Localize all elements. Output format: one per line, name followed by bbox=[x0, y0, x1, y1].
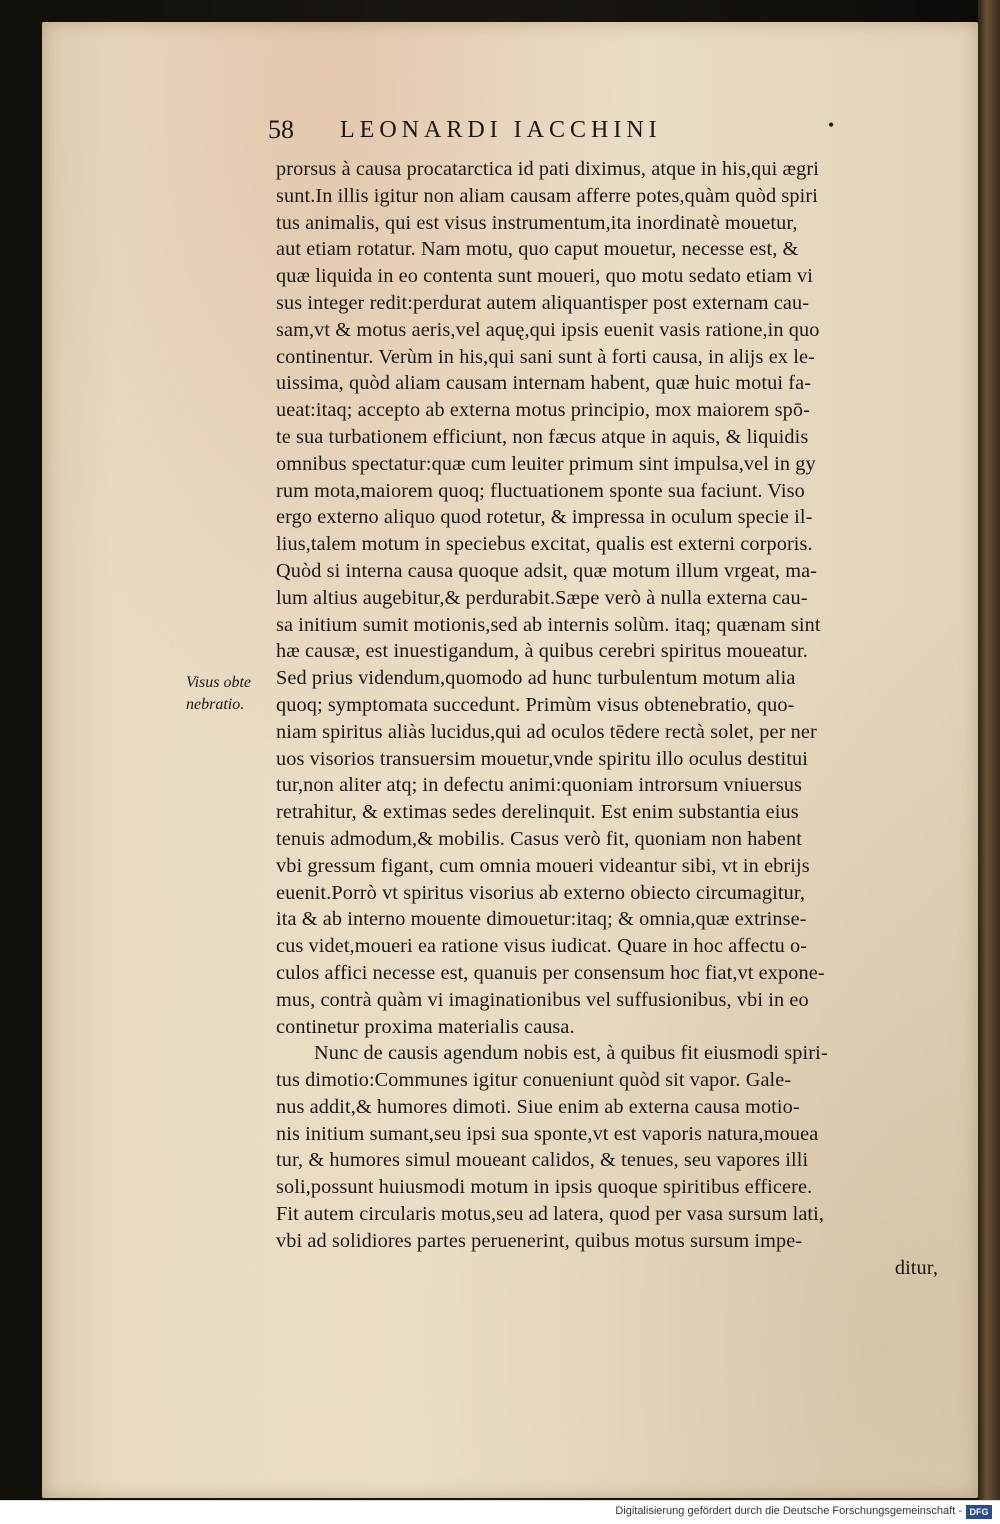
text-line: ita & ab interno mouente dimouetur:itaq; & omnia,quæ extrinse- bbox=[276, 908, 807, 931]
margin-note-line: Visus obte bbox=[186, 674, 252, 691]
text-line: culos affici necesse est, quanuis per consensum hoc fiat,vt expone- bbox=[276, 961, 825, 984]
text-line: sam,vt & motus aeris,vel aquę,qui ipsis euenit vasis ratione,in quo bbox=[276, 318, 820, 341]
text-line: omnibus spectatur:quæ cum leuiter primum sint impulsa,vel in gy bbox=[276, 452, 816, 475]
text-line: tus dimotio:Communes igitur conueniunt quòd sit vapor. Gale- bbox=[276, 1069, 792, 1092]
page-number: 58 bbox=[268, 115, 294, 144]
text-line: tur, & humores simul moueant calidos, & tenues, seu vapores illi bbox=[276, 1149, 809, 1172]
dfg-logo: DFG bbox=[966, 1505, 992, 1519]
text-line: lum altius augebitur,& perdurabit.Sæpe verò à nulla externa cau- bbox=[276, 586, 808, 609]
text-line: ueat:itaq; accepto ab externa motus principio, mox maiorem spō- bbox=[276, 399, 811, 422]
text-line: vbi ad solidiores partes peruenerint, quibus motus sursum impe- bbox=[276, 1229, 803, 1252]
text-line: Nunc de causis agendum nobis est, à quibus fit eiusmodi spiri- bbox=[314, 1042, 828, 1065]
text-line: quoq; symptomata succedunt. Primùm visus obtenebratio, quo- bbox=[276, 693, 795, 716]
text-line: tenuis admodum,& mobilis. Casus verò fit, quoniam non habent bbox=[276, 827, 802, 850]
ink-mark: • bbox=[828, 115, 835, 135]
text-line: rum mota,maiorem quoq; fluctuationem sponte sua faciunt. Viso bbox=[276, 479, 805, 502]
funding-notice: Digitalisierung gefördert durch die Deutsche Forschungsgemeinschaft - bbox=[615, 1505, 962, 1517]
text-line: continetur proxima materialis causa. bbox=[276, 1015, 575, 1038]
book-edge bbox=[978, 0, 1000, 1500]
text-line: niam spiritus aliàs lucidus,qui ad oculos tēdere rectà solet, per ner bbox=[276, 720, 817, 743]
text-line: Fit autem circularis motus,seu ad latera, quod per vasa sursum lati, bbox=[276, 1203, 825, 1226]
text-line: prorsus à causa procatarctica id pati diximus, atque in his,qui ægri bbox=[276, 158, 819, 180]
text-line: te sua turbationem efficiunt, non fæcus atque in aquis, & liquidis bbox=[276, 425, 809, 448]
text-line: sus integer redit:perdurat autem aliquantisper post externam cau- bbox=[276, 291, 810, 314]
text-line: mus, contrà quàm vi imaginationibus vel suffusionibus, vbi in eo bbox=[276, 988, 809, 1011]
footer-bar bbox=[0, 1500, 1000, 1524]
text-line: ergo externo aliquo quod rotetur, & impressa in oculum specie il- bbox=[276, 506, 813, 529]
text-line: nus addit,& humores dimoti. Siue enim ab externa causa motio- bbox=[276, 1095, 800, 1118]
text-line: Quòd si interna causa quoque adsit, quæ motum illum vrgeat, ma- bbox=[276, 559, 818, 582]
text-line: lius,talem motum in speciebus excitat, qualis est externi corporis. bbox=[276, 533, 813, 556]
text-line: soli,possunt huiusmodi motum in ipsis quoque spiritibus efficere. bbox=[276, 1176, 813, 1199]
body-text bbox=[276, 156, 938, 1281]
text-line: cus videt,moueri ea ratione visus iudicat. Quare in hoc affectu o- bbox=[276, 935, 808, 958]
text-line: sunt.In illis igitur non aliam causam afferre potes,quàm quòd spiri bbox=[276, 184, 818, 207]
margin-note-line: nebratio. bbox=[186, 696, 245, 713]
text-line: uissima, quòd aliam causam internam habent, quæ huic motui fa- bbox=[276, 372, 812, 395]
page-header bbox=[268, 115, 835, 155]
text-line: continentur. Verùm in his,qui sani sunt à forti causa, in alijs ex le- bbox=[276, 345, 815, 368]
text-line: uos visorios transuersim mouetur,vnde spiritu illo oculus destitui bbox=[276, 747, 808, 770]
text-line: hæ causæ, est inuestigandum, à quibus cerebri spiritus moueatur. bbox=[276, 640, 808, 663]
margin-note bbox=[186, 672, 276, 716]
text-line: aut etiam rotatur. Nam motu, quo caput mouetur, necesse est, & bbox=[276, 238, 799, 261]
text-line: tus animalis, qui est visus instrumentum,ita inordinatè mouetur, bbox=[276, 211, 798, 234]
text-line: sa initium sumit motionis,sed ab internis solùm. itaq; quænam sint bbox=[276, 613, 821, 636]
text-line: euenit.Porrò vt spiritus visorius ab externo obiecto circumagitur, bbox=[276, 881, 806, 904]
text-line: quæ liquida in eo contenta sunt moueri, quo motu sedato etiam vi bbox=[276, 265, 813, 288]
text-line: Sed prius videndum,quomodo ad hunc turbulentum motum alia bbox=[276, 667, 796, 690]
text-line: retrahitur, & extimas sedes derelinquit. Est enim substantia eius bbox=[276, 801, 799, 824]
text-line: nis initium sumant,seu ipsi sua sponte,vt est vaporis natura,mouea bbox=[276, 1122, 819, 1145]
running-head: LEONARDI IACCHINI bbox=[340, 117, 662, 143]
text-line: vbi gressum figant, cum omnia moueri videantur sibi, vt in ebrijs bbox=[276, 854, 810, 877]
text-line: tur,non aliter atq; in defectu animi:quoniam introrsum vniuersus bbox=[276, 774, 803, 797]
catchword: ditur, bbox=[894, 1256, 938, 1279]
